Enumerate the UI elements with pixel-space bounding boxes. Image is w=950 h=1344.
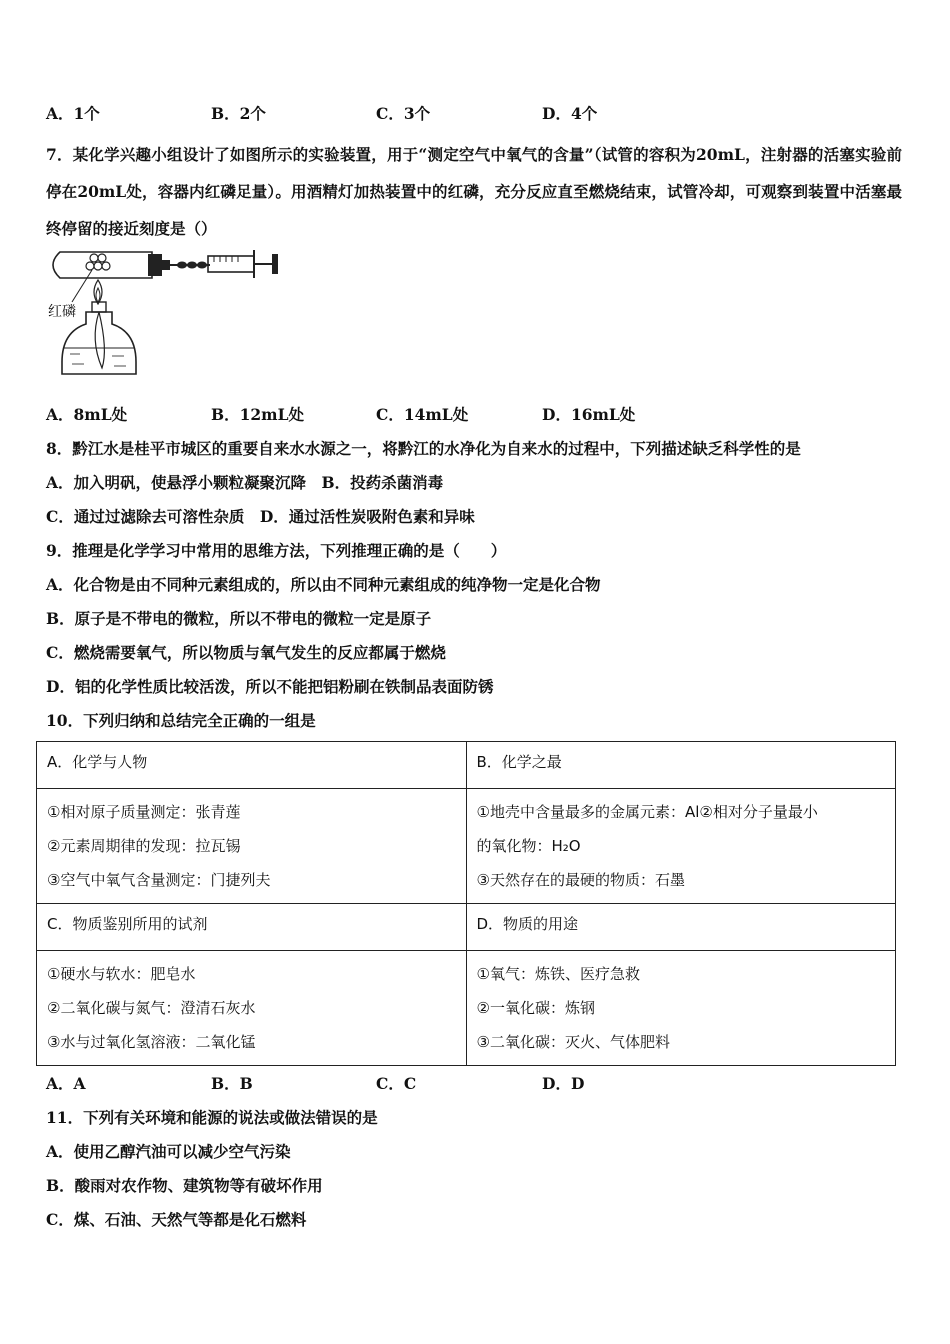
q6-option-a: A．1个: [46, 104, 100, 123]
cell-c-item: ③水与过氧化氢溶液：二氧化锰: [47, 1033, 256, 1051]
q10-option-c: C．C: [376, 1074, 417, 1093]
cell-d-heading: D．物质的用途: [466, 904, 896, 951]
q7-option-a: A．8mL处: [46, 405, 128, 424]
cell-b-heading: B．化学之最: [466, 742, 896, 789]
cell-c-heading: C．物质鉴别所用的试剂: [37, 904, 467, 951]
q11-option-a: A．使用乙醇汽油可以减少空气污染: [46, 1142, 291, 1161]
q7-option-b: B．12mL处: [211, 405, 304, 424]
cell-a-content: [37, 789, 467, 904]
cell-d-item: ③二氧化碳：灭火、气体肥料: [476, 1033, 670, 1051]
q8-options-line-1: A．加入明矾，使悬浮小颗粒凝聚沉降 B．投药杀菌消毒: [46, 473, 444, 492]
q11-option-b: B．酸雨对农作物、建筑物等有破坏作用: [46, 1176, 323, 1195]
q11-stem: 11．下列有关环境和能源的说法或做法错误的是: [46, 1108, 378, 1127]
q10-option-a: A．A: [46, 1074, 86, 1093]
q9-option-a: A．化合物是由不同种元素组成的，所以由不同种元素组成的纯净物一定是化合物: [46, 575, 601, 594]
q9-option-d: D．铝的化学性质比较活泼，所以不能把铝粉刷在铁制品表面防锈: [46, 677, 494, 696]
q10-stem: 10．下列归纳和总结完全正确的一组是: [46, 711, 316, 730]
q7-option-d: D．16mL处: [542, 405, 636, 424]
q6-option-d: D．4个: [542, 104, 598, 123]
q6-option-c: C．3个: [376, 104, 431, 123]
cell-c-item: ②二氧化碳与氮气：澄清石灰水: [47, 999, 256, 1017]
cell-a-heading: A．化学与人物: [37, 742, 467, 789]
q9-option-b: B．原子是不带电的微粒，所以不带电的微粒一定是原子: [46, 609, 432, 628]
cell-b-item: 的氧化物：H₂O: [476, 837, 581, 855]
cell-b-content: [466, 789, 896, 904]
q8-stem: 8．黔江水是桂平市城区的重要自来水水源之一，将黔江的水净化为自来水的过程中，下列描述缺乏科学性的是: [46, 439, 801, 458]
q10-option-b: B．B: [211, 1074, 253, 1093]
q7-option-c: C．14mL处: [376, 405, 469, 424]
cell-d-item: ①氧气：炼铁、医疗急救: [476, 965, 640, 983]
cell-a-item: ①相对原子质量测定：张青莲: [47, 803, 241, 821]
cell-a-item: ③空气中氧气含量测定：门捷列夫: [47, 871, 271, 889]
apparatus-figure: [42, 240, 292, 380]
q9-stem: 9．推理是化学学习中常用的思维方法，下列推理正确的是（ ）: [46, 541, 507, 560]
cell-d-item: ②一氧化碳：炼钢: [476, 999, 595, 1017]
q6-option-b: B．2个: [211, 104, 266, 123]
red-phosphorus-label: 红磷: [48, 304, 76, 320]
q10-table: [36, 741, 896, 1066]
q11-option-c: C．煤、石油、天然气等都是化石燃料: [46, 1210, 307, 1229]
q8-options-line-2: C．通过过滤除去可溶性杂质 D．通过活性炭吸附色素和异味: [46, 507, 475, 526]
cell-c-item: ①硬水与软水：肥皂水: [47, 965, 196, 983]
cell-c-content: [37, 951, 467, 1066]
q10-option-d: D．D: [542, 1074, 585, 1093]
cell-d-content: [466, 951, 896, 1066]
cell-a-item: ②元素周期律的发现：拉瓦锡: [47, 837, 241, 855]
cell-b-item: ①地壳中含量最多的金属元素：Al②相对分子量最小: [476, 803, 818, 821]
q7-stem: 7．某化学兴趣小组设计了如图所示的实验装置，用于“测定空气中氧气的含量”（试管的容积为20mL，注射器的活塞实验前停在20mL处，容器内红磷足量）。用酒精灯加热装置中的红磷，充分反应直至燃烧结束，试管冷却，可观察到装置中活塞最终停留的接近刻度是（）: [46, 145, 902, 238]
cell-b-item: ③天然存在的最硬的物质：石墨: [476, 871, 685, 889]
q9-option-c: C．燃烧需要氧气，所以物质与氧气发生的反应都属于燃烧: [46, 643, 446, 662]
